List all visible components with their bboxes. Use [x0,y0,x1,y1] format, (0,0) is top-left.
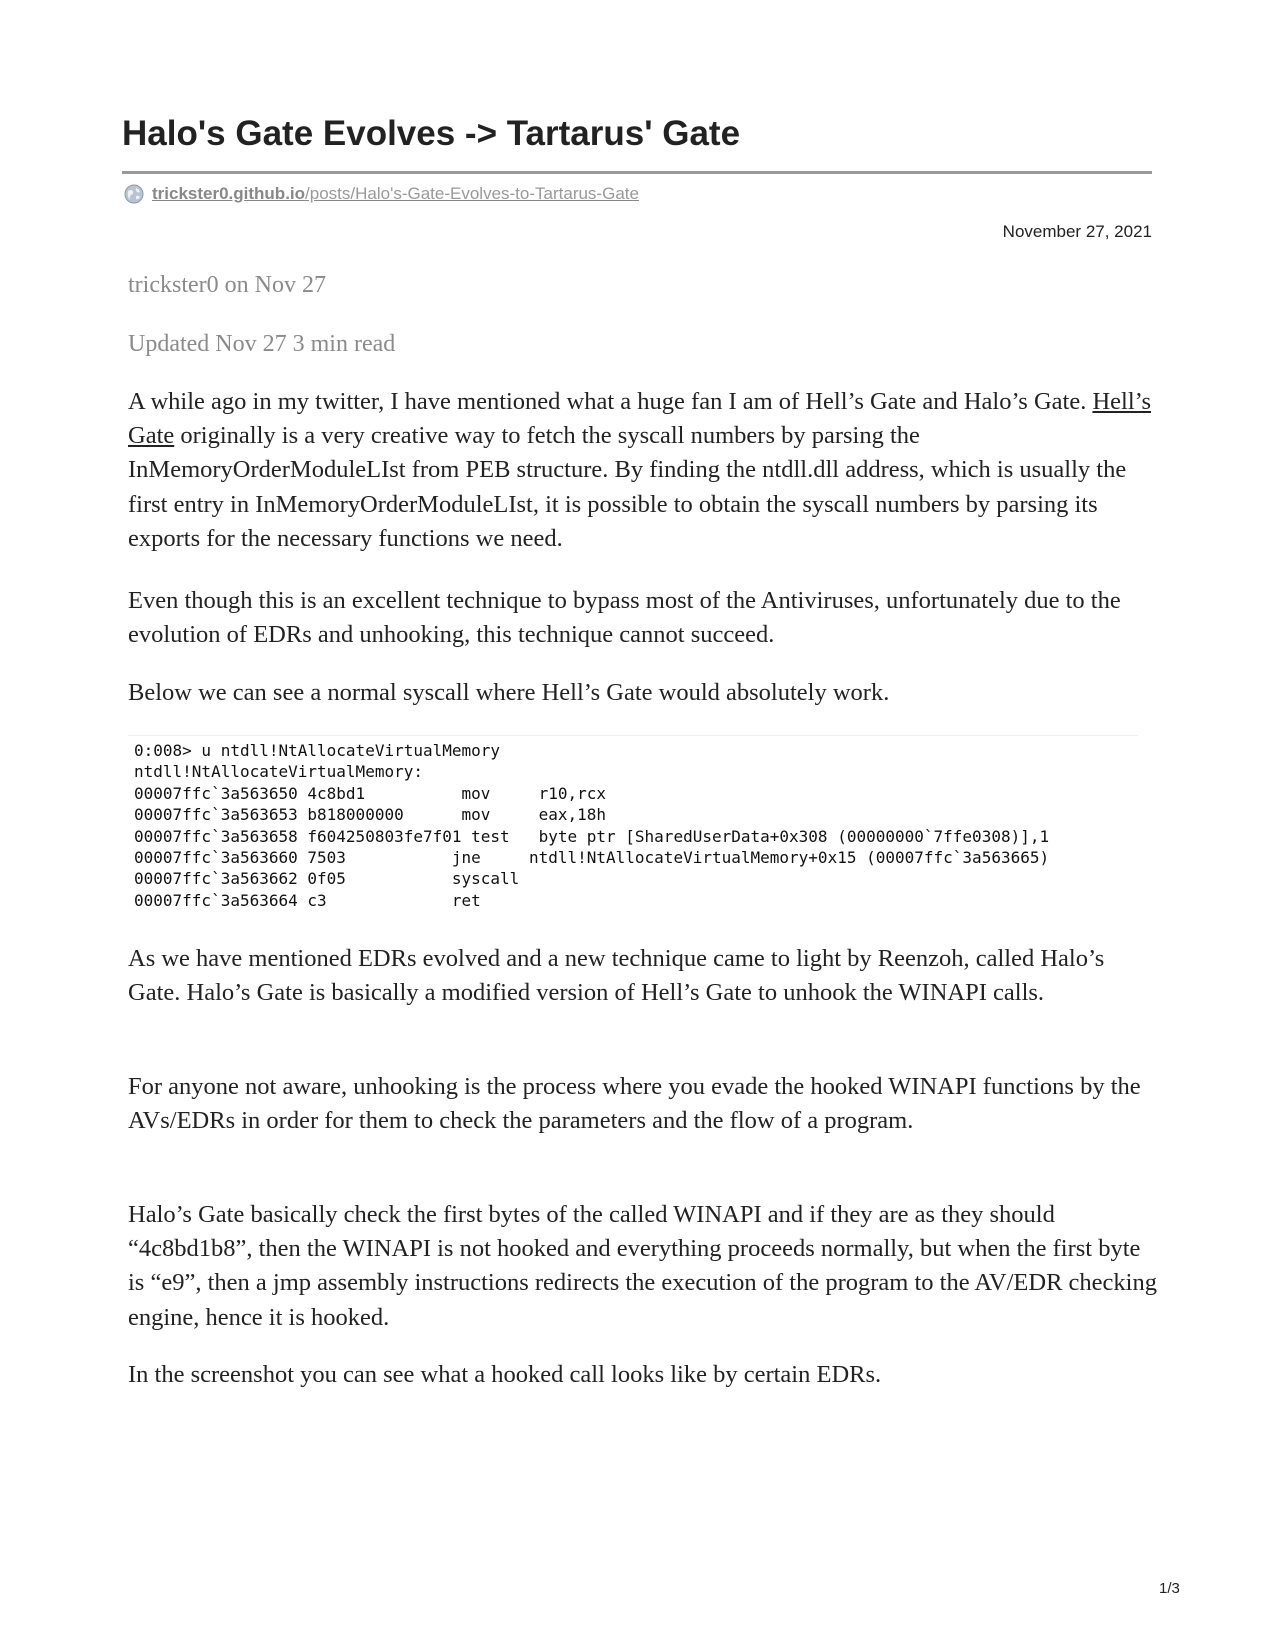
code-line: ntdll!NtAllocateVirtualMemory: [134,762,423,782]
code-line: 00007ffc`3a563653 b818000000 mov eax,18h [134,805,607,825]
hells-gate-link[interactable]: Hell’s Gate [128,388,1151,450]
paragraph-4: As we have mentioned EDRs evolved and a new technique came to light by Reenzoh, called Halo’s Gate. Halo’s Gate is basically a modified version of Hell’s Gate to unhook the WINAPI calls. [128,945,1105,1007]
paragraph-2: Even though this is an excellent technique to bypass most of the Antiviruses, unfortunately due to the evolution of EDRs and unhooking, this technique cannot succeed. [128,587,1121,649]
code-screenshot [128,735,1138,910]
paragraph-1-start: A while ago in my twitter, I have mentioned what a huge fan I am of Hell’s Gate and Halo’s Gate. [128,388,1093,415]
source-path: /posts/Halo's-Gate-Evolves-to-Tartarus-Gate [305,184,639,203]
paragraph-5: For anyone not aware, unhooking is the process where you evade the hooked WINAPI functions by the AVs/EDRs in order for them to check the parameters and the flow of a program. [128,1073,1141,1135]
paragraph-1-end: originally is a very creative way to fetch the syscall numbers by parsing the InMemoryOrderModuleLIst from PEB structure. By finding the ntdll.dll address, which is usually the first entry in InMemoryOrderModuleLIst, it is possible to obtain the syscall numbers by parsing its exports for the necessary functions we need. [128,422,1127,552]
source-domain: trickster0.github.io [152,184,306,203]
title-divider [122,171,1152,174]
code-line: 0:008> u ntdll!NtAllocateVirtualMemory [134,741,501,760]
code-line: 00007ffc`3a563650 4c8bd1 mov r10,rcx [134,783,607,803]
paragraph-1 [128,385,1158,556]
source-link[interactable] [152,183,639,205]
globe-icon [124,184,144,204]
publish-date: November 27, 2021 [1002,222,1152,241]
code-line: 00007ffc`3a563662 0f05 syscall [134,869,520,889]
author-line: trickster0 on Nov 27 [128,272,326,298]
source-link-row [124,183,639,205]
code-line: 00007ffc`3a563658 f604250803fe7f01 test byte ptr [SharedUserData+0x308 (00000000`7ffe0308)],1 [134,826,1050,846]
paragraph-7: In the screenshot you can see what a hooked call looks like by certain EDRs. [128,1361,882,1388]
paragraph-6: Halo’s Gate basically check the first bytes of the called WINAPI and if they are as they should “4c8bd1b8”, then the WINAPI is not hooked and everything proceeds normally, but when the first byte is “e9”, then a jmp assembly instructions redirects the execution of the program to the AV/EDR checking engine, hence it is hooked. [128,1201,1157,1331]
page-title: Halo's Gate Evolves -> Tartarus' Gate [122,114,741,153]
page-number: 1/3 [1159,1580,1180,1597]
updated-line: Updated Nov 27 3 min read [128,331,396,357]
code-line: 00007ffc`3a563664 c3 ret [134,890,481,910]
code-line: 00007ffc`3a563660 7503 jne ntdll!NtAllocateVirtualMemory+0x15 (00007ffc`3a563665) [134,847,1050,867]
paragraph-3: Below we can see a normal syscall where Hell’s Gate would absolutely work. [128,679,890,706]
